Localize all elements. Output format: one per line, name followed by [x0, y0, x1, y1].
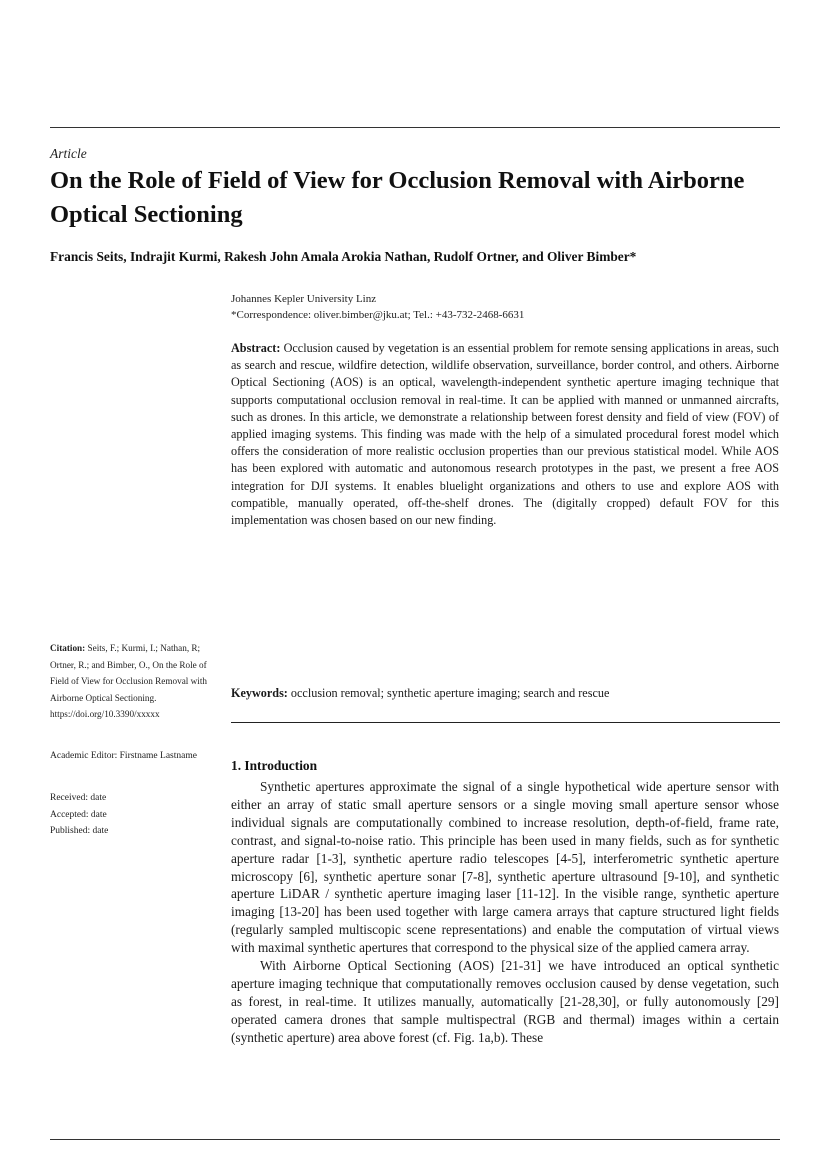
abstract-label: Abstract: [231, 341, 281, 355]
institution: Johannes Kepler University Linz [231, 293, 377, 305]
published-date: Published: date [50, 826, 109, 836]
section-body [231, 778, 779, 1047]
paper-title: On the Role of Field of View for Occlusion Removal with Airborne Optical Sectioning [50, 167, 745, 228]
received-date: Received: date [50, 793, 107, 803]
footer-rule [50, 1139, 780, 1140]
academic-editor: Academic Editor: Firstname Lastname [50, 751, 197, 761]
article-type-label: Article [50, 146, 87, 161]
section-heading: 1. Introduction [231, 758, 318, 773]
citation-block [50, 640, 210, 723]
author-list: Francis Seits, Indrajit Kurmi, Rakesh John Amala Arokia Nathan, Rudolf Ortner, and Oliver Bimber* [50, 249, 637, 264]
keywords [231, 686, 779, 701]
paragraph: With Airborne Optical Sectioning (AOS) [21-31] we have introduced an optical synthetic aperture imaging technique that computationally removes occlusion caused by dense vegetation, such as forest, in real-time. It utilizes manually, automatically [21-28,30], or fully autonomously [29] operated camera drones that sample multispectral (RGB and thermal) images within a certain (synthetic aperture) area above forest (cf. Fig. 1a,b). These [231, 958, 779, 1045]
keywords-text: occlusion removal; synthetic aperture imaging; search and rescue [290, 686, 610, 700]
publication-dates [50, 790, 210, 840]
keywords-label: Keywords: [231, 686, 288, 700]
keywords-rule [231, 722, 780, 723]
affiliation-block [231, 291, 524, 323]
citation-text: Seits, F.; Kurmi, I.; Nathan, R; Ortner, R.; and Bimber, O., On the Role of Field of View for Occlusion Removal with Airborne Optical Sectioning. https://doi.org/10.3390/xxxxx [50, 643, 207, 719]
correspondence: *Correspondence: oliver.bimber@jku.at; Tel.: +43-732-2468-6631 [231, 309, 525, 321]
header-rule [50, 127, 780, 128]
citation-label: Citation: [50, 643, 86, 653]
accepted-date: Accepted: date [50, 809, 107, 820]
abstract-text: Occlusion caused by vegetation is an essential problem for remote sensing applications in areas, such as search and rescue, wildfire detection, wildlife observation, surveillance, border control, and others. Airborne Optical Sectioning (AOS) is an optical, wavelength-independent synthetic aperture imaging technique that supports computational occlusion removal in real-time. It can be applied with manned or unmanned aircrafts, such as drones. In this article, we demonstrate a relationship between forest density and field of view (FOV) of applied imaging systems. This finding was made with the help of a simulated procedural forest model which offers the consideration of more realistic occlusion properties than our previous statistical model. While AOS has been explored with automatic and autonomous research prototypes in the past, we present a free AOS integration for DJI systems. It enables bluelight organizations and others to use and explore AOS with compatible, manually operated, off-the-shelf drones. The (digitally cropped) default FOV for this implementation was chosen based on our new finding. [231, 341, 780, 528]
paragraph: Synthetic apertures approximate the signal of a single hypothetical wide aperture sensor with either an array of static small aperture sensors or a single moving small aperture sensor whose individual signals are computationally combined to increase resolution, depth-of-field, frame rate, contrast, and signal-to-noise ratio. This principle has been used in many fields, such as for synthetic aperture radar [1-3], synthetic aperture radio telescopes [4-5], interferometric synthetic aperture microscopy [6], synthetic aperture sonar [7-8], synthetic aperture ultrasound [9-10], and synthetic aperture LiDAR / synthetic aperture imaging laser [11-12]. In the visible range, synthetic aperture imaging [13-20] has been used together with large camera arrays that capture structured light fields (regularly sampled multiscopic scene representations) and enable the computation of virtual views with maximal synthetic apertures that correspond to the physical size of the applied camera array. [231, 779, 779, 956]
abstract [231, 340, 779, 529]
